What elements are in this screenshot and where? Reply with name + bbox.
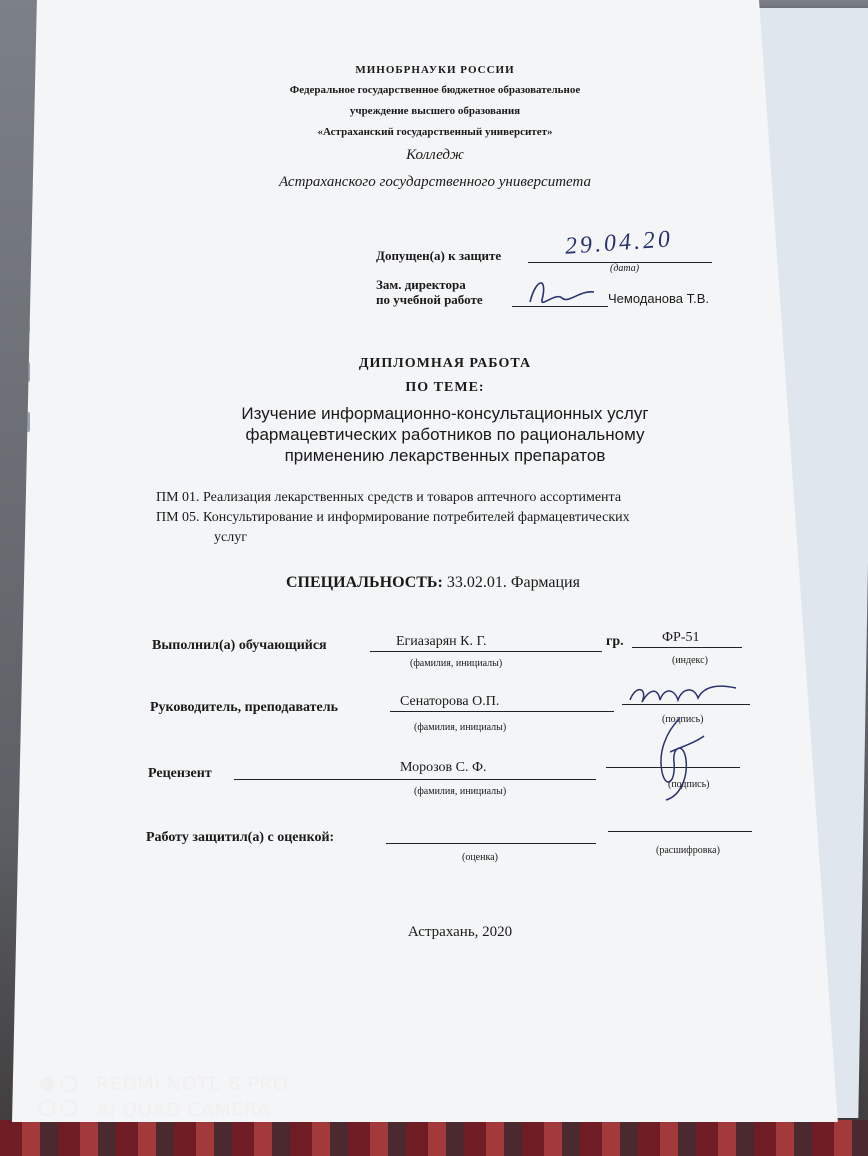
supervisor-sign-caption: (подпись) bbox=[662, 714, 704, 725]
supervisor-signature bbox=[624, 680, 744, 710]
institution-line-2: учреждение высшего образования bbox=[349, 105, 521, 117]
camera-feature: AI QUAD CAMERA bbox=[96, 1099, 271, 1121]
group-label: гр. bbox=[606, 634, 624, 649]
supervisor-line bbox=[390, 711, 614, 712]
topic-label: ПО ТЕМЕ: bbox=[405, 380, 485, 395]
specialty-label: СПЕЦИАЛЬНОСТЬ: bbox=[286, 574, 443, 591]
camera-model: REDMI NOTE 8 PRO bbox=[96, 1073, 289, 1095]
deputy-signature bbox=[522, 272, 602, 312]
reviewer-value: Морозов С. Ф. bbox=[400, 760, 487, 775]
group-caption: (индекс) bbox=[672, 655, 708, 666]
college-line-2: Астраханского государственного университета bbox=[278, 174, 592, 190]
student-line bbox=[370, 651, 602, 652]
institution-line-3: «Астраханский государственный университет» bbox=[317, 126, 553, 138]
module-pm05-cont: услуг bbox=[214, 530, 247, 545]
group-value: ФР-51 bbox=[662, 630, 700, 645]
supervisor-label: Руководитель, преподаватель bbox=[150, 700, 339, 715]
supervisor-value: Сенаторова О.П. bbox=[400, 694, 500, 709]
specialty-value: 33.02.01. Фармация bbox=[446, 574, 580, 591]
handwritten-date: 29.04.20 bbox=[564, 226, 674, 260]
specialty bbox=[286, 574, 580, 592]
module-pm01: ПМ 01. Реализация лекарственных средств и товаров аптечного ассортимента bbox=[156, 490, 622, 505]
camera-lens-icon bbox=[38, 1075, 80, 1119]
module-pm05: ПМ 05. Консультирование и информирование потребителей фармацевтических bbox=[156, 510, 630, 525]
city-year: Астрахань, 2020 bbox=[407, 924, 513, 940]
reviewer-line bbox=[234, 779, 596, 780]
work-kind: ДИПЛОМНАЯ РАБОТА bbox=[358, 356, 532, 371]
institution-line-1: Федеральное государственное бюджетное образовательное bbox=[289, 84, 581, 96]
reviewer-label: Рецензент bbox=[148, 766, 212, 781]
deputy-name: Чемоданова Т.В. bbox=[608, 291, 709, 306]
reviewer-caption: (фамилия, инициалы) bbox=[414, 786, 507, 797]
student-label: Выполнил(а) обучающийся bbox=[152, 638, 327, 653]
topic-line-2: фармацевтических работников по рациональному bbox=[245, 425, 645, 444]
group-line bbox=[632, 647, 742, 648]
date-caption: (дата) bbox=[610, 263, 640, 274]
grade-caption: (оценка) bbox=[462, 852, 498, 863]
grade-line bbox=[386, 843, 596, 844]
grade-decode-line bbox=[608, 831, 752, 832]
student-value: Егиазарян К. Г. bbox=[396, 634, 487, 649]
deputy-label-2: по учебной работе bbox=[376, 292, 483, 307]
document-page bbox=[12, 0, 842, 1122]
topic-line-1: Изучение информационно-консультационных услуг bbox=[241, 404, 649, 423]
student-caption: (фамилия, инициалы) bbox=[410, 658, 503, 669]
table-cloth bbox=[0, 1120, 868, 1156]
college-line-1: Колледж bbox=[406, 147, 464, 163]
admitted-label: Допущен(а) к защите bbox=[376, 248, 502, 263]
ministry-name: МИНОБРНАУКИ РОССИИ bbox=[355, 64, 515, 76]
deputy-label-1: Зам. директора bbox=[376, 277, 466, 292]
supervisor-caption: (фамилия, инициалы) bbox=[414, 722, 507, 733]
reviewer-signature bbox=[640, 712, 710, 804]
grade-decode-caption: (расшифровка) bbox=[656, 845, 720, 856]
reviewer-sign-caption: (подпись) bbox=[668, 779, 710, 790]
grade-label: Работу защитил(а) с оценкой: bbox=[146, 830, 335, 845]
topic-line-3: применению лекарственных препаратов bbox=[284, 446, 606, 465]
